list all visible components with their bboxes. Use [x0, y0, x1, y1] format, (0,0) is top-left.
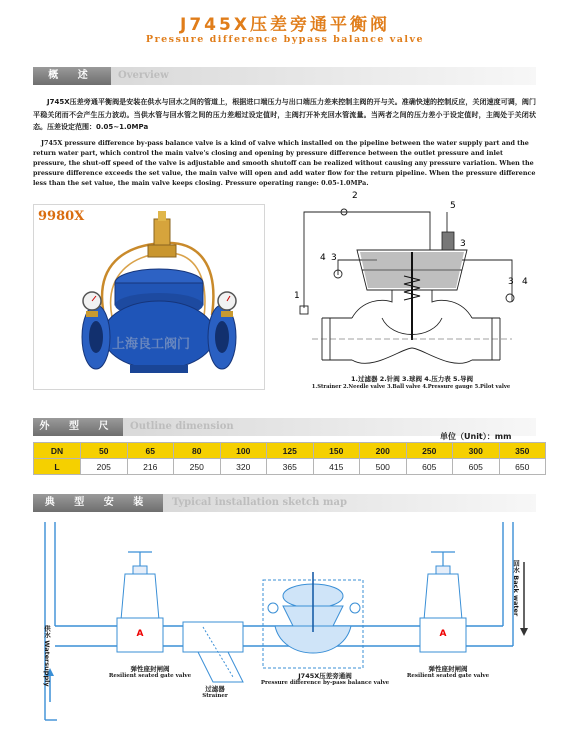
callout-4-left: 4: [320, 253, 326, 263]
table-header-cell: 100: [220, 443, 267, 459]
callout-4-right: 4: [522, 277, 528, 287]
back-water-label: 回水 Back water: [512, 560, 520, 617]
dimension-heading: 外 型 尺: [33, 418, 123, 436]
install-heading-en: Typical installation sketch map: [172, 497, 347, 508]
photo-watermark: 上海良工阀门: [112, 337, 191, 352]
table-header-cell: 350: [499, 443, 546, 459]
table-header-cell: 50: [81, 443, 128, 459]
callout-3-left: 3: [331, 253, 337, 263]
dimension-heading-en: Outline dimension: [130, 421, 234, 432]
overview-paragraph-en: J745X pressure difference by-pass balance valve is a kind of valve which installed on the pipeline between the water supply part and the return water part, which control the main valve's closing and opening by pressure difference between the outlet pressure and inlet pressure, the shut-off speed of the valve is adjustable and smooth shutoff can be realized without causing any pressure variation. When the pressure difference exceeds the set value, the main valve will open and add water flow for the return pipeline. When the pressure difference less than the set value, the main valve keeps closing. Pressure operating range: 0.05-1.0MPa.: [33, 139, 536, 187]
install-heading: 典 型 安 装 示 意 图: [33, 494, 163, 512]
gate-valve-2: [420, 552, 466, 652]
gate-valve-1-label-cn: 弹性座封闸阀: [130, 665, 170, 673]
table-cell: 320: [220, 459, 267, 475]
model-label: 9980X: [38, 209, 85, 224]
table-header-cell: 300: [453, 443, 500, 459]
schematic-drawing: [282, 190, 540, 372]
table-header-cell: 80: [174, 443, 221, 459]
table-cell: 605: [453, 459, 500, 475]
page-subtitle: Pressure difference bypass balance valve: [145, 34, 425, 45]
table-cell: 500: [360, 459, 407, 475]
diagram-legend-cn: 1.过滤器 2.针阀 3.球阀 4.压力表 5.导阀: [350, 375, 473, 383]
table-header-cell: 150: [313, 443, 360, 459]
product-photo: [33, 204, 265, 390]
table-cell: 365: [267, 459, 314, 475]
callout-2: 2: [352, 191, 358, 201]
gate-valve-1: [117, 552, 163, 652]
table-header-cell: DN: [34, 443, 81, 459]
gate-valve-2-label-en: Resilient seated gate valve: [406, 673, 490, 679]
table-header-row: [34, 443, 546, 459]
overview-paragraph-cn: J745X压差旁通平衡阀是安装在供水与回水之间的管道上，根据进口端压力与出口端压力差来控制主阀的开与关。准确快速的控制反应，关闭速度可调，阀门平稳关闭而不会产生压力波动。当供水管与回水管之间的压力差超过设定值时，主阀打开补充回水管流量。当两者之间的压力差小于设定值时，主阀处于关闭状态。压差设定范围：0.05~1.0MPa: [33, 98, 536, 131]
callout-3-top: 3: [460, 239, 466, 249]
table-header-cell: 250: [406, 443, 453, 459]
overview-heading: 概 述: [33, 67, 111, 85]
table-header-cell: 200: [360, 443, 407, 459]
callout-5: 5: [450, 201, 456, 211]
gate-valve-1-label-en: Resilient seated gate valve: [108, 673, 192, 679]
schematic-diagram: [282, 190, 540, 395]
strainer-label-en: Strainer: [202, 693, 228, 699]
callout-1: 1: [294, 291, 300, 301]
main-valve-label-cn: J745X压差旁通阀: [298, 672, 352, 680]
bypass-balance-valve: [263, 572, 363, 668]
table-cell: 605: [406, 459, 453, 475]
table-cell: L: [34, 459, 81, 475]
svg-text:A: A: [439, 629, 447, 639]
gate-valve-2-label-cn: 弹性座封闸阀: [428, 665, 468, 673]
table-cell: 650: [499, 459, 546, 475]
table-cell: 250: [174, 459, 221, 475]
table-cell: 216: [127, 459, 174, 475]
table-cell: 415: [313, 459, 360, 475]
main-valve-label-en: Pressure difference by-pass balance valve: [260, 680, 390, 686]
table-header-cell: 65: [127, 443, 174, 459]
callout-3-right: 3: [508, 277, 514, 287]
strainer-label-cn: 过滤器: [205, 685, 225, 693]
diagram-legend-en: 1.Strainer 2.Needle valve 3.Ball valve 4.Pressure gauge 5.Pilot valve: [311, 384, 511, 390]
table-header-cell: 125: [267, 443, 314, 459]
unit-label: 单位（Unit）：mm: [440, 432, 512, 441]
installation-sketch: [33, 522, 536, 727]
valve-illustration: [34, 205, 264, 389]
svg-text:A: A: [136, 629, 144, 639]
table-row: [34, 459, 546, 475]
page-title: J745X压差旁通平衡阀: [180, 15, 390, 35]
supply-label: 供水 Watersupply: [43, 625, 51, 687]
overview-heading-bar: [111, 67, 536, 85]
table-cell: 205: [81, 459, 128, 475]
overview-heading-en: Overview: [118, 70, 169, 81]
dimension-table: [33, 442, 546, 475]
